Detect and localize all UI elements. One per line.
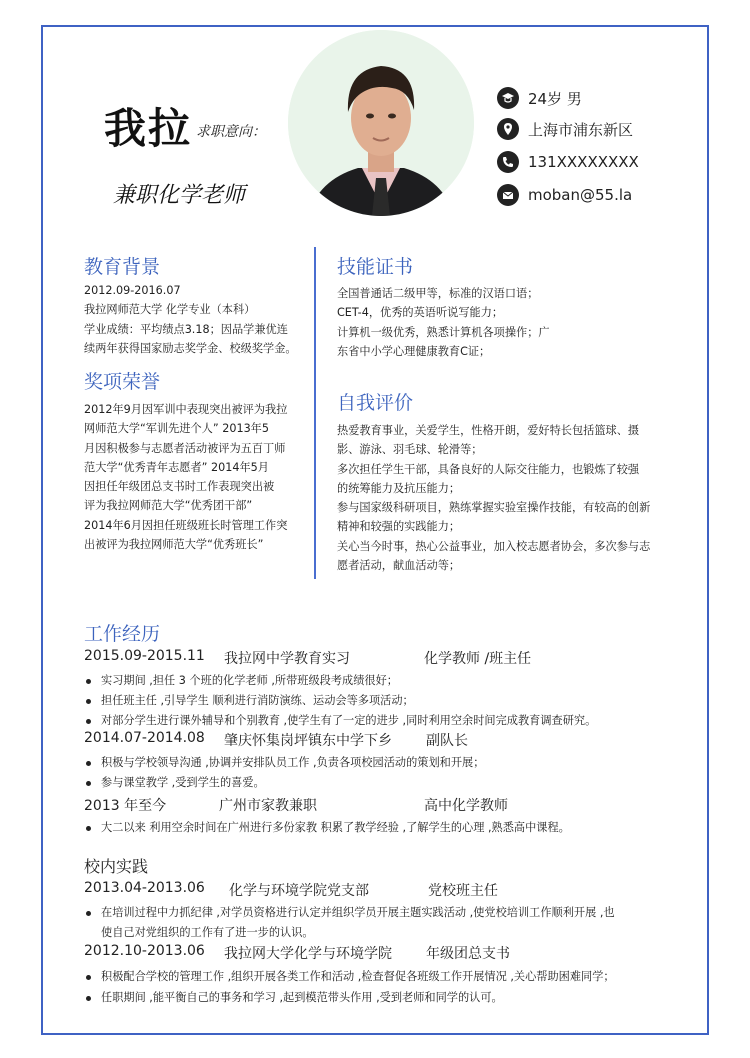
age-gender-text: 24岁 男 xyxy=(528,89,582,108)
campus-bullet: 在培训过程中力抓纪律 ,对学员资格进行认定并组织学员开展主题实践活动 ,使党校培训工作顺利开展 ,也 xyxy=(86,904,615,920)
portrait-illustration xyxy=(288,30,474,216)
awards-line: 网师范大学“军训先进个人” 2013年5 xyxy=(84,422,269,436)
column-divider xyxy=(314,247,316,579)
email-text[interactable]: moban@55.la xyxy=(528,186,633,204)
work-entry-header xyxy=(84,795,684,815)
work-entry-header xyxy=(84,730,684,750)
awards-line: 因担任年级团总支书时工作表现突出被 xyxy=(84,480,275,494)
campus-bullet: 任职期间 ,能平衡自己的事务和学习 ,起到模范带头作用 ,受到老师和同学的认可。 xyxy=(86,989,503,1005)
awards-line: 2012年9月因军训中表现突出被评为我拉 xyxy=(84,403,288,416)
self-eval-content xyxy=(337,421,650,575)
self-eval-line: 多次担任学生干部，具备良好的人际交往能力，也锻炼了较强 xyxy=(337,462,640,476)
work-bullet: 担任班主任 ,引导学生 顺利进行消防演练、运动会等多项活动； xyxy=(86,692,414,708)
candidate-name: 我拉 xyxy=(104,104,193,153)
job-intent: 兼职化学老师 xyxy=(113,183,246,208)
work-org: 我拉网中学教育实习 xyxy=(224,651,350,667)
work-org: 广州市家教兼职 xyxy=(219,798,317,814)
campus-org: 化学与环境学院党支部 xyxy=(229,883,369,899)
self-eval-line: 的统筹能力及抗压能力； xyxy=(337,481,461,495)
profile-photo xyxy=(288,30,474,216)
campus-date: 2012.10-2013.06 xyxy=(84,943,205,959)
work-date: 2014.07-2014.08 xyxy=(84,730,205,746)
graduation-cap-icon xyxy=(497,87,519,109)
skills-content xyxy=(337,284,550,361)
skills-line: 计算机一级优秀，熟悉计算机各项操作；广 xyxy=(337,325,550,339)
education-line: 我拉网师范大学 化学专业（本科） xyxy=(84,303,256,317)
work-org: 肇庆怀集岗坪镇东中学下乡 xyxy=(224,733,392,749)
skills-line: 东省中小学心理健康教育C证； xyxy=(337,344,491,358)
awards-line: 2014年6月因担任班级班长时管理工作突 xyxy=(84,518,288,532)
self-eval-line: 愿者活动，献血活动等； xyxy=(337,559,461,573)
self-eval-line: 参与国家级科研项目，熟练掌握实验室操作技能，有较高的创新 xyxy=(337,501,651,515)
work-bullet: 实习期间 ,担任 3 个班的化学老师 ,所带班级段考成绩很好； xyxy=(86,672,398,688)
contact-location xyxy=(497,118,633,140)
education-line: 续两年获得国家励志奖学金、校级奖学金。 xyxy=(84,341,297,355)
work-date: 2015.09-2015.11 xyxy=(84,648,205,664)
campus-role: 年级团总支书 xyxy=(426,946,510,962)
awards-line: 评为我拉网师范大学“优秀团干部” xyxy=(84,499,253,513)
work-date: 2013 年至今 xyxy=(84,798,167,814)
work-bullet: 积极与学校领导沟通 ,协调并安排队员工作 ,负责各项校园活动的策划和开展； xyxy=(86,754,484,770)
education-content xyxy=(84,281,297,358)
location-pin-icon xyxy=(497,118,519,140)
phone-text: 131XXXXXXXX xyxy=(528,153,639,171)
contact-phone xyxy=(497,151,639,173)
awards-title: 奖项荣誉 xyxy=(84,371,161,393)
education-line: 2012.09-2016.07 xyxy=(84,284,181,297)
awards-content xyxy=(84,400,287,554)
work-role: 化学教师 /班主任 xyxy=(424,651,532,667)
awards-line: 出被评为我拉网师范大学“优秀班长” xyxy=(84,538,264,552)
campus-bullet: 积极配合学校的管理工作 ,组织开展各类工作和活动 ,检查督促各班级工作开展情况 ,关心帮助困难同学； xyxy=(86,968,615,984)
contact-email xyxy=(497,184,632,206)
phone-icon xyxy=(497,151,519,173)
campus-date: 2013.04-2013.06 xyxy=(84,880,205,896)
self-eval-line: 关心当今时事，热心公益事业，加入校志愿者协会，多次参与志 xyxy=(337,539,651,553)
work-role: 副队长 xyxy=(426,733,468,749)
envelope-icon xyxy=(497,184,519,206)
campus-bullet-continuation: 使自己对党组织的工作有了进一步的认识。 xyxy=(101,926,314,939)
self-eval-title: 自我评价 xyxy=(337,392,414,414)
work-bullet: 大二以来 利用空余时间在广州进行多份家教 积累了教学经验 ,了解学生的心理 ,熟悉高中课程。 xyxy=(86,819,570,835)
self-eval-line: 精神和较强的实践能力； xyxy=(337,520,461,534)
work-bullet: 对部分学生进行课外辅导和个别教育 ,使学生有了一定的进步 ,同时利用空余时间完成教育调查研究。 xyxy=(86,712,596,728)
campus-entry-header xyxy=(84,943,684,963)
work-title: 工作经历 xyxy=(84,623,161,645)
skills-line: CET-4，优秀的英语听说写能力； xyxy=(337,306,504,320)
skills-title: 技能证书 xyxy=(337,256,414,278)
job-intent-label: 求职意向： xyxy=(196,124,266,140)
contact-age-gender xyxy=(497,87,582,109)
campus-title: 校内实践 xyxy=(84,857,149,876)
awards-line: 范大学“优秀青年志愿者” 2014年5月 xyxy=(84,460,269,474)
work-role: 高中化学教师 xyxy=(424,798,508,814)
campus-role: 党校班主任 xyxy=(428,883,498,899)
self-eval-line: 热爱教育事业，关爱学生，性格开朗，爱好特长包括篮球、摄 xyxy=(337,424,640,437)
education-title: 教育背景 xyxy=(84,256,161,278)
education-line: 学业成绩：平均绩点3.18；因品学兼优连 xyxy=(84,322,288,336)
work-entry-header xyxy=(84,648,684,668)
awards-line: 月因积极参与志愿者活动被评为五百丁师 xyxy=(84,441,286,455)
work-bullet: 参与课堂教学 ,受到学生的喜爱。 xyxy=(86,774,265,790)
skills-line: 全国普通话二级甲等，标准的汉语口语； xyxy=(337,287,539,300)
location-text: 上海市浦东新区 xyxy=(528,120,634,139)
campus-org: 我拉网大学化学与环境学院 xyxy=(224,946,392,962)
campus-entry-header xyxy=(84,880,684,900)
self-eval-line: 影、游泳、羽毛球、轮滑等； xyxy=(337,443,483,457)
